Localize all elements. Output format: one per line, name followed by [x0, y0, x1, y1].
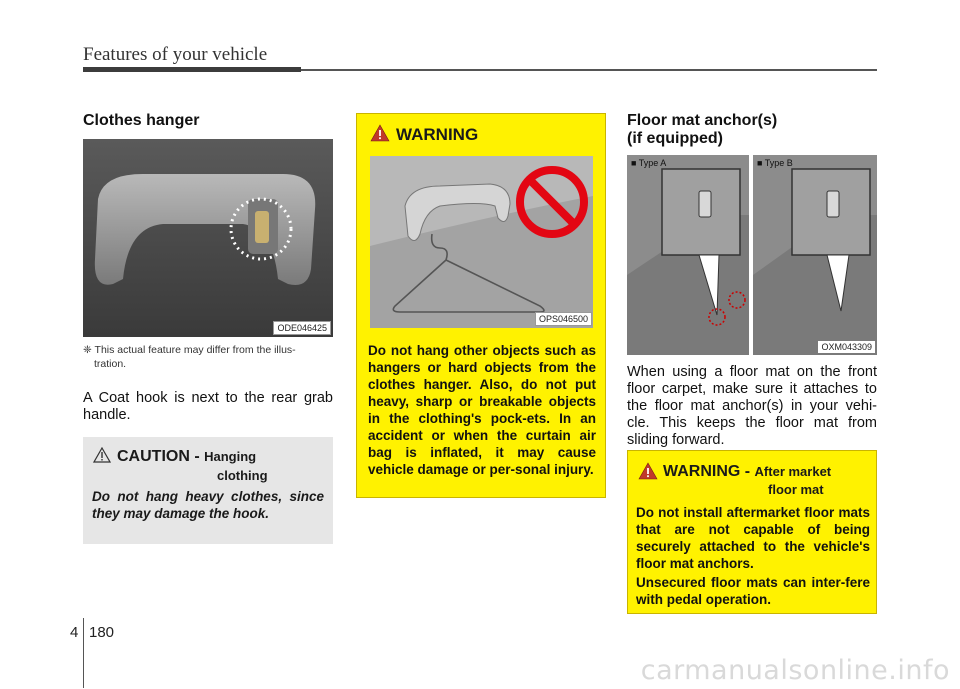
coat-hook-text: A Coat hook is next to the rear grab handle. [83, 390, 333, 423]
caution-box [83, 437, 333, 544]
warning-text-hanger: Do not hang other objects such as hangers or hard objects from the clothes hanger. Also, do not put heavy, sharp or breakable objects in the clothing's pock-ets. In an accident or when the curtain air bag is inflated, it may cause vehicle damage or per-sonal injury. [368, 343, 596, 477]
type-a-label: ■ Type A [631, 158, 667, 168]
illustration-note-line2: tration. [94, 358, 127, 370]
warning-box-hanger [356, 113, 606, 498]
warning-para-1: Do not install aftermarket floor mats that are not capable of being securely attached to the vehicle's floor mat anchors. [636, 505, 870, 571]
warning-triangle-icon [370, 124, 390, 142]
footer-divider [83, 618, 84, 688]
warning-triangle-icon [638, 462, 658, 480]
header-rule-thin [301, 69, 877, 71]
caution-title [117, 448, 256, 466]
caution-triangle-icon [93, 447, 111, 463]
clothes-hanger-photo [83, 139, 333, 337]
watermark-text: carmanualsonline.info [640, 655, 950, 686]
warning-box-floor-mat [627, 450, 877, 614]
page-number: 180 [89, 624, 115, 641]
prohibited-hanger-illustration [370, 156, 593, 328]
caution-subtitle-2: clothing [217, 468, 268, 483]
floor-mat-heading [627, 112, 777, 148]
floor-mat-heading-line1: Floor mat anchor(s) [627, 112, 778, 129]
photo-code-label: ODE046425 [273, 321, 331, 335]
floor-mat-heading-line2: (if equipped) [627, 130, 723, 147]
chapter-number: 4 [70, 624, 79, 641]
caution-text: Do not hang heavy clothes, since they may damage the hook. [92, 489, 324, 521]
photo-code-label: OPS046500 [535, 312, 592, 326]
hanger-photo [370, 156, 593, 328]
type-b-label: ■ Type B [757, 158, 793, 168]
caution-label: CAUTION - [117, 448, 205, 465]
header-rule-thick [83, 67, 301, 72]
illustration-note-line1: ❈ This actual feature may differ from the illus- [83, 344, 296, 356]
floor-mat-text: When using a floor mat on the front floor carpet, make sure it attaches to the floor mat anchor(s) in your vehi-cle. This keeps the floor mat from sliding forward. [627, 364, 877, 448]
grab-handle-illustration [83, 139, 333, 337]
caution-subtitle-1: Hanging [204, 449, 257, 464]
warning-title: WARNING [396, 125, 479, 144]
photo-code-label: OXM043309 [818, 341, 875, 353]
floor-mat-anchor-illustration [627, 155, 877, 355]
warning-subtitle-1: After market [754, 464, 832, 479]
warning-title-floor-mat [663, 463, 831, 481]
illustration-note [83, 343, 333, 371]
warning-label: WARNING - [663, 463, 755, 480]
clothes-hanger-heading: Clothes hanger [83, 112, 200, 129]
warning-para-2: Unsecured floor mats can inter-fere with pedal operation. [636, 575, 870, 607]
warning-subtitle-2: floor mat [768, 482, 824, 497]
page-header-title: Features of your vehicle [83, 44, 268, 65]
floor-mat-photo [627, 155, 877, 355]
